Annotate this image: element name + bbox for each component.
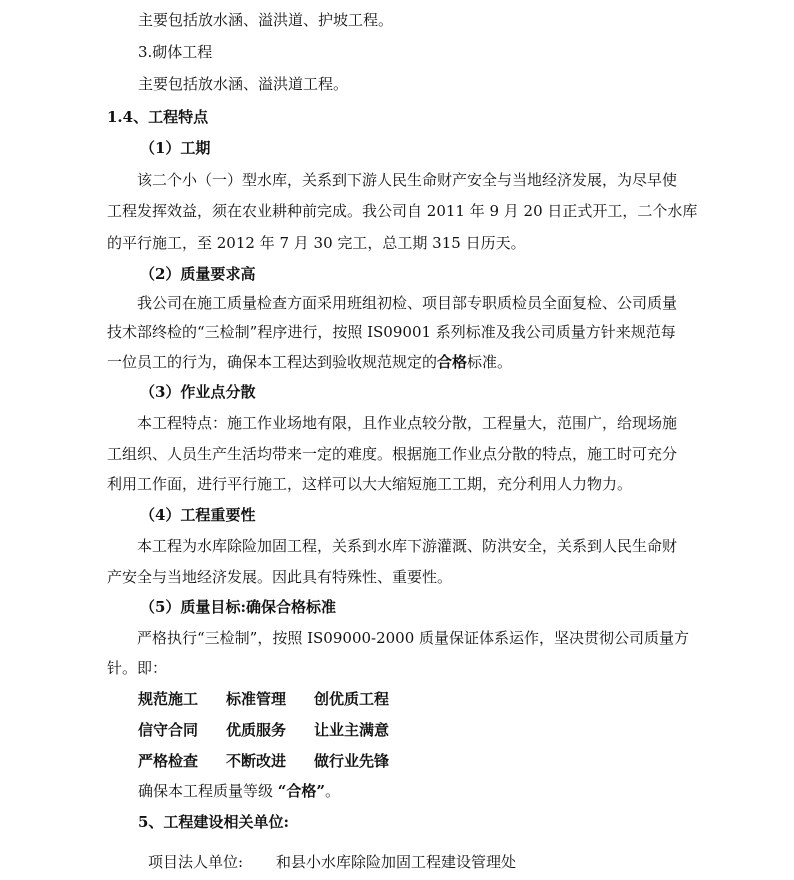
section-heading: 1.4、工程特点: [107, 108, 209, 126]
slogan-item: 优质服务: [226, 721, 287, 739]
paragraph-line: 利用工作面，进行平行施工，这样可以大大缩短施工工期，充分利用人力物力。: [107, 475, 633, 493]
paragraph-line: [138, 781, 340, 801]
slogan-item: 信守合同: [138, 721, 199, 739]
slogan-item: 规范施工: [138, 690, 199, 708]
text-run: 一位员工的行为，确保本工程达到验收规范规定的: [107, 353, 438, 371]
paragraph-line: 技术部终检的“三检制”程序进行，按照 IS09001 系列标准及我公司质量方针来规范每: [107, 323, 676, 341]
subsection-title: （1）工期: [140, 139, 211, 157]
paragraph-line: 主要包括放水涵、溢洪道、护坡工程。: [138, 11, 394, 29]
paragraph-line: [107, 352, 512, 372]
slogan-item: 创优质工程: [314, 690, 390, 708]
paragraph-line: 该二个小（一）型水库，关系到下游人民生命财产安全与当地经济发展，为尽早使: [137, 171, 678, 189]
paragraph-line: 本工程为水库除险加固工程，关系到水库下游灌溉、防洪安全，关系到人民生命财: [137, 537, 678, 555]
paragraph-line: 我公司在施工质量检查方面采用班组初检、项目部专职质检员全面复检、公司质量: [137, 294, 678, 312]
subsection-title: （5）质量目标:确保合格标准: [140, 598, 336, 616]
slogan-row: [138, 689, 389, 709]
paragraph-line: 工程发挥效益，须在农业耕种前完成。我公司自 2011 年 9 月 20 日正式开工，二个水库: [107, 202, 698, 220]
unit-value: 和县小水库除险加固工程建设管理处: [276, 853, 517, 871]
paragraph-line: 的平行施工，至 2012 年 7 月 30 完工，总工期 315 日历天。: [107, 234, 526, 252]
subheading: 3.砌体工程: [138, 43, 213, 61]
subsection-title: （3）作业点分散: [140, 383, 256, 401]
text-run: 标准。: [467, 353, 513, 371]
slogan-item: 做行业先锋: [314, 752, 390, 770]
section-heading: 5、工程建设相关单位:: [138, 813, 289, 831]
paragraph-line: 针。即：: [107, 659, 168, 677]
subsection-title: （2）质量要求高: [140, 265, 256, 283]
subsection-title: （4）工程重要性: [140, 506, 256, 524]
paragraph-line: 本工程特点：施工作业场地有限，且作业点较分散，工程量大，范围广，给现场施: [137, 414, 678, 432]
text-run: 确保本工程质量等级: [138, 782, 278, 800]
slogan-row: [138, 720, 389, 740]
paragraph-line: 严格执行“三检制”，按照 IS09000-2000 质量保证体系运作，坚决贯彻公司质量方: [137, 629, 690, 647]
slogan-item: 严格检查: [138, 752, 199, 770]
paragraph-line: 工组织、人员生产生活均带来一定的难度。根据施工作业点分散的特点，施工时可充分: [107, 445, 678, 463]
unit-label: 项目法人单位:: [148, 853, 244, 871]
paragraph-line: 产安全与当地经济发展。因此具有特殊性、重要性。: [107, 568, 453, 586]
paragraph-line: 主要包括放水涵、溢洪道工程。: [138, 75, 349, 93]
slogan-item: 标准管理: [226, 690, 287, 708]
slogan-item: 不断改进: [226, 752, 287, 770]
slogan-row: [138, 751, 389, 771]
slogan-item: 让业主满意: [314, 721, 390, 739]
emphasis-qualified: 合格: [437, 353, 468, 371]
emphasis-qualified: “合格”: [277, 782, 326, 800]
text-run: 。: [325, 782, 341, 800]
